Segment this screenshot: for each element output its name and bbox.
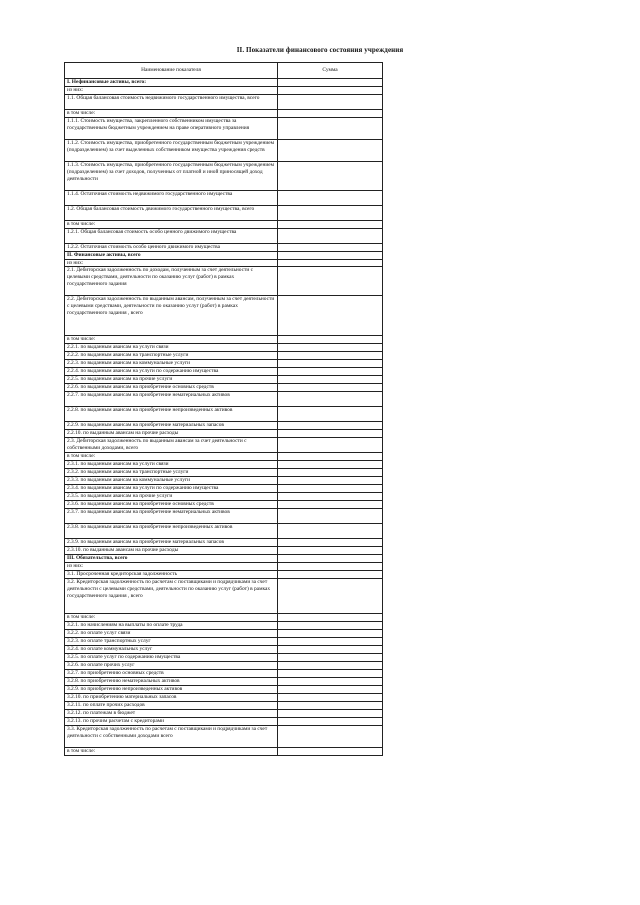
- indicator-name-cell: 1.2.2. Остаточная стоимость особо ценного движимого имущества: [65, 243, 278, 251]
- indicator-name-cell: 2.2.1. по выданным авансам на услуги связи: [65, 344, 278, 352]
- table-row: [65, 630, 383, 638]
- table-row: [65, 117, 383, 139]
- table-row: [65, 422, 383, 430]
- sum-cell[interactable]: [278, 376, 383, 384]
- indicator-name-cell: в том числе:: [65, 453, 278, 461]
- sum-cell[interactable]: [278, 555, 383, 563]
- table-row: [65, 678, 383, 686]
- sum-cell[interactable]: [278, 547, 383, 555]
- table-row: [65, 718, 383, 726]
- sum-cell[interactable]: [278, 109, 383, 117]
- sum-cell[interactable]: [278, 654, 383, 662]
- table-row: [65, 539, 383, 547]
- table-row: [65, 524, 383, 539]
- sum-cell[interactable]: [278, 430, 383, 438]
- sum-cell[interactable]: [278, 662, 383, 670]
- sum-cell[interactable]: [278, 710, 383, 718]
- indicator-name-cell: 3.2.2. по оплате услуг связи: [65, 630, 278, 638]
- sum-cell[interactable]: [278, 344, 383, 352]
- indicator-name-cell: 3.2.1. по начислениям на выплаты по оплате труда: [65, 622, 278, 630]
- table-row: [65, 259, 383, 267]
- sum-cell[interactable]: [278, 524, 383, 539]
- sum-cell[interactable]: [278, 493, 383, 501]
- indicator-name-cell: из них:: [65, 87, 278, 95]
- sum-cell[interactable]: [278, 94, 383, 109]
- indicator-name-cell: 2.3.3. по выданным авансам на коммунальные услуги: [65, 477, 278, 485]
- table-header-row: [65, 63, 383, 79]
- table-row: [65, 205, 383, 220]
- table-row: [65, 407, 383, 422]
- indicator-name-cell: 2.3. Дебиторская задолженность по выданным авансам за счет деятельности с собственными доходами, всего: [65, 438, 278, 453]
- indicator-name-cell: 1.2.1. Общая балансовая стоимость особо ценного движимого имущества: [65, 228, 278, 243]
- table-row: [65, 220, 383, 228]
- table-row: [65, 109, 383, 117]
- sum-cell[interactable]: [278, 477, 383, 485]
- table-row: [65, 243, 383, 251]
- sum-cell[interactable]: [278, 678, 383, 686]
- indicator-name-cell: 1.1.3. Стоимость имущества, приобретенного государственным бюджетным учреждением (подразделением) за счет доходов, полученных от платной и иной приносящей доход деятельности: [65, 161, 278, 190]
- indicator-name-cell: 3.2.7. по приобретению основных средств: [65, 670, 278, 678]
- table-row: [65, 139, 383, 161]
- table-row: [65, 161, 383, 190]
- sum-cell[interactable]: [278, 79, 383, 87]
- sum-cell[interactable]: [278, 670, 383, 678]
- sum-cell[interactable]: [278, 694, 383, 702]
- indicator-name-header: Наименование показателя: [65, 63, 278, 79]
- indicator-name-cell: в том числе:: [65, 336, 278, 344]
- sum-cell[interactable]: [278, 748, 383, 756]
- sum-cell[interactable]: [278, 622, 383, 630]
- indicator-name-cell: 2.2.4. по выданным авансам на услуги по содержанию имущества: [65, 368, 278, 376]
- sum-cell[interactable]: [278, 392, 383, 407]
- sum-cell[interactable]: [278, 686, 383, 694]
- sum-cell[interactable]: [278, 267, 383, 296]
- sum-cell[interactable]: [278, 422, 383, 430]
- sum-cell[interactable]: [278, 726, 383, 748]
- indicator-name-cell: 2.3.9. по выданным авансам на приобретение материальных запасов: [65, 539, 278, 547]
- indicator-name-cell: 2.2.9. по выданным авансам на приобретение материальных запасов: [65, 422, 278, 430]
- sum-cell[interactable]: [278, 485, 383, 493]
- indicator-name-cell: III. Обязательства, всего: [65, 555, 278, 563]
- table-row: [65, 485, 383, 493]
- sum-cell[interactable]: [278, 702, 383, 710]
- table-row: [65, 469, 383, 477]
- indicator-name-cell: 3.2.10. по приобретению материальных запасов: [65, 694, 278, 702]
- table-row: [65, 748, 383, 756]
- table-row: [65, 710, 383, 718]
- indicator-name-cell: 3.3. Кредиторская задолженность по расчетам с поставщиками и подрядчиками за счет деятельности с собственными доходами всего: [65, 726, 278, 748]
- indicator-name-cell: 1.1.4. Остаточная стоимость недвижимого государственного имущества: [65, 190, 278, 205]
- indicator-name-cell: 3.2.9. по приобретению непроизведенных активов: [65, 686, 278, 694]
- table-row: [65, 267, 383, 296]
- sum-cell[interactable]: [278, 352, 383, 360]
- indicator-name-cell: 3.2.5. по оплате услуг по содержанию имущества: [65, 654, 278, 662]
- table-row: [65, 563, 383, 571]
- indicator-name-cell: 3.2. Кредиторская задолженность по расчетам с поставщиками и подрядчиками за счет деятельности с целевыми средствами, деятельности по оказанию услуг (работ) в рамках государственного задания , всего: [65, 579, 278, 614]
- table-row: [65, 296, 383, 336]
- indicator-name-cell: в том числе:: [65, 109, 278, 117]
- table-row: [65, 336, 383, 344]
- indicator-name-cell: в том числе:: [65, 748, 278, 756]
- indicator-name-cell: 3.2.4. по оплате коммунальных услуг: [65, 646, 278, 654]
- indicator-name-cell: 2.3.4. по выданным авансам на услуги по содержанию имущества: [65, 485, 278, 493]
- table-row: [65, 368, 383, 376]
- sum-cell[interactable]: [278, 190, 383, 205]
- indicator-name-cell: из них:: [65, 563, 278, 571]
- sum-cell[interactable]: [278, 718, 383, 726]
- table-row: [65, 430, 383, 438]
- sum-cell[interactable]: [278, 220, 383, 228]
- indicator-name-cell: 2.3.1. по выданным авансам на услуги связи: [65, 461, 278, 469]
- indicator-name-cell: в том числе:: [65, 614, 278, 622]
- table-body: [65, 79, 383, 756]
- indicator-name-cell: 2.3.2. по выданным авансам на транспортные услуги: [65, 469, 278, 477]
- indicator-name-cell: 3.2.12. по платежам в бюджет: [65, 710, 278, 718]
- sum-cell[interactable]: [278, 336, 383, 344]
- table-row: [65, 579, 383, 614]
- table-row: [65, 509, 383, 524]
- indicator-name-cell: 2.2.3. по выданным авансам на коммунальные услуги: [65, 360, 278, 368]
- table-row: [65, 477, 383, 485]
- section-row: [65, 79, 383, 87]
- indicator-name-cell: 2.2.8. по выданным авансам на приобретение непроизведенных активов: [65, 407, 278, 422]
- table-row: [65, 571, 383, 579]
- sum-cell[interactable]: [278, 259, 383, 267]
- sum-cell[interactable]: [278, 438, 383, 453]
- indicator-name-cell: в том числе:: [65, 220, 278, 228]
- sum-cell[interactable]: [278, 360, 383, 368]
- table-row: [65, 670, 383, 678]
- indicator-name-cell: 2.2. Дебиторская задолженность по выданным авансам, полученным за счет деятельности с целевыми средствами, деятельности по оказанию услуг (работ) в рамках государственного задания , всего: [65, 296, 278, 336]
- sum-cell[interactable]: [278, 646, 383, 654]
- sum-cell[interactable]: [278, 407, 383, 422]
- indicator-name-cell: 1.1.1. Стоимость имущества, закрепленного собственником имущества за государственным бюджетным учреждением на праве оперативного управления: [65, 117, 278, 139]
- financial-indicators-table: [64, 62, 383, 756]
- indicator-name-cell: 3.2.8. по приобретению нематериальных активов: [65, 678, 278, 686]
- table-row: [65, 614, 383, 622]
- indicator-name-cell: 1.2. Общая балансовая стоимость движимого государственного имущества, всего: [65, 205, 278, 220]
- table-row: [65, 686, 383, 694]
- sum-cell[interactable]: [278, 296, 383, 336]
- indicator-name-cell: из них:: [65, 259, 278, 267]
- sum-cell[interactable]: [278, 161, 383, 190]
- table-row: [65, 654, 383, 662]
- table-row: [65, 228, 383, 243]
- indicator-name-cell: 2.1. Дебиторская задолженность по доходам, полученным за счет деятельности с целевыми средствами, деятельности по оказанию услуг (работ) в рамках государственного задания: [65, 267, 278, 296]
- sum-cell[interactable]: [278, 251, 383, 259]
- table-row: [65, 438, 383, 453]
- sum-cell[interactable]: [278, 563, 383, 571]
- indicator-name-cell: 2.2.6. по выданным авансам на приобретение основных средств: [65, 384, 278, 392]
- indicator-name-cell: II. Финансовые активы, всего: [65, 251, 278, 259]
- table-row: [65, 694, 383, 702]
- sum-cell[interactable]: [278, 87, 383, 95]
- indicator-name-cell: 3.1. Просроченная кредиторская задолженность: [65, 571, 278, 579]
- sum-cell[interactable]: [278, 509, 383, 524]
- table-row: [65, 376, 383, 384]
- indicator-name-cell: 2.2.7. по выданным авансам на приобретение нематериальных активов: [65, 392, 278, 407]
- indicator-name-cell: 2.2.5. по выданным авансам на прочие услуги: [65, 376, 278, 384]
- sum-cell[interactable]: [278, 638, 383, 646]
- sum-header: Сумма: [278, 63, 383, 79]
- table-row: [65, 702, 383, 710]
- table-row: [65, 352, 383, 360]
- table-row: [65, 726, 383, 748]
- table-row: [65, 360, 383, 368]
- sum-cell[interactable]: [278, 614, 383, 622]
- indicator-name-cell: 2.3.6. по выданным авансам на приобретение основных средств: [65, 501, 278, 509]
- indicator-name-cell: 3.2.6. по оплате прочих услуг: [65, 662, 278, 670]
- table-row: [65, 646, 383, 654]
- sum-cell[interactable]: [278, 117, 383, 139]
- sum-cell[interactable]: [278, 469, 383, 477]
- table-row: [65, 622, 383, 630]
- sum-cell[interactable]: [278, 501, 383, 509]
- table-row: [65, 344, 383, 352]
- document-title: II. Показатели финансового состояния учреждения: [236, 46, 404, 54]
- sum-cell[interactable]: [278, 243, 383, 251]
- sum-cell[interactable]: [278, 205, 383, 220]
- sum-cell[interactable]: [278, 368, 383, 376]
- sum-cell[interactable]: [278, 228, 383, 243]
- sum-cell[interactable]: [278, 139, 383, 161]
- table-row: [65, 392, 383, 407]
- table-row: [65, 461, 383, 469]
- indicator-name-cell: 2.3.8. по выданным авансам на приобретение непроизведенных активов: [65, 524, 278, 539]
- table-row: [65, 94, 383, 109]
- table-row: [65, 501, 383, 509]
- table-row: [65, 453, 383, 461]
- section-row: [65, 555, 383, 563]
- table-row: [65, 547, 383, 555]
- table-row: [65, 190, 383, 205]
- indicator-name-cell: 2.3.5. по выданным авансам на прочие услуги: [65, 493, 278, 501]
- table-row: [65, 493, 383, 501]
- sum-cell[interactable]: [278, 630, 383, 638]
- sum-cell[interactable]: [278, 461, 383, 469]
- indicator-name-cell: 1.1. Общая балансовая стоимость недвижимого государственного имущества, всего: [65, 94, 278, 109]
- indicator-name-cell: 3.2.11. по оплате прочих расходов: [65, 702, 278, 710]
- sum-cell[interactable]: [278, 539, 383, 547]
- indicator-name-cell: 3.2.13. по прочим расчетам с кредиторами: [65, 718, 278, 726]
- indicator-name-cell: I. Нефинансовые активы, всего:: [65, 79, 278, 87]
- sum-cell[interactable]: [278, 579, 383, 614]
- indicator-name-cell: 3.2.3. по оплате транспортных услуг: [65, 638, 278, 646]
- indicator-name-cell: 1.1.2. Стоимость имущества, приобретенного государственным бюджетным учреждением (подразделением) за счет выделенных собственником имущества учреждения средств: [65, 139, 278, 161]
- indicator-name-cell: 2.2.10. по выданным авансам на прочие расходы: [65, 430, 278, 438]
- table-row: [65, 662, 383, 670]
- table-row: [65, 384, 383, 392]
- indicator-name-cell: 2.3.7. по выданным авансам на приобретение нематериальных активов: [65, 509, 278, 524]
- sum-cell[interactable]: [278, 571, 383, 579]
- sum-cell[interactable]: [278, 453, 383, 461]
- section-row: [65, 251, 383, 259]
- sum-cell[interactable]: [278, 384, 383, 392]
- indicator-name-cell: 2.3.10. по выданным авансам на прочие расходы: [65, 547, 278, 555]
- table-row: [65, 87, 383, 95]
- indicator-name-cell: 2.2.2. по выданным авансам на транспортные услуги: [65, 352, 278, 360]
- table-row: [65, 638, 383, 646]
